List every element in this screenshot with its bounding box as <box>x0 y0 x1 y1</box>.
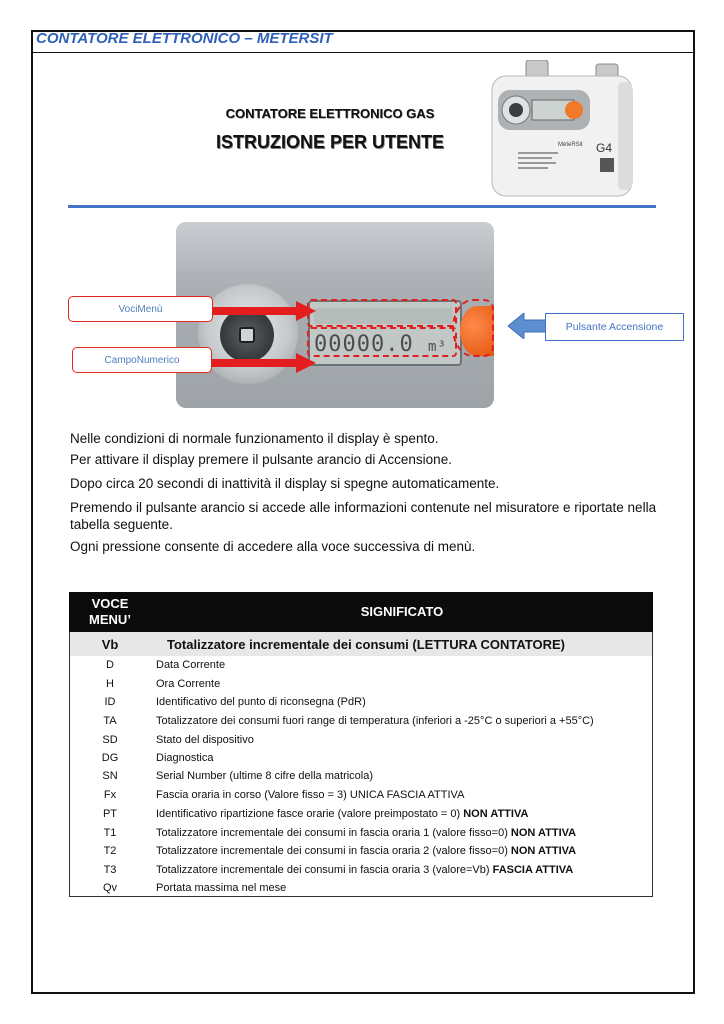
highlight-code: Vb <box>101 637 119 652</box>
arrow-right-icon <box>212 300 316 322</box>
numeric-highlight-box <box>307 327 457 357</box>
table-row: T3 Totalizzatore incrementale dei consumi in fascia oraria 3 (valore=Vb) FASCIA ATTIVA <box>103 864 574 876</box>
arrow-left-icon <box>508 313 548 339</box>
lcd-unit: m³ <box>427 339 447 355</box>
table-row: T1 Totalizzatore incrementale dei consumi in fascia oraria 1 (valore fisso=0) NON ATTIVA <box>103 827 577 839</box>
table-row: PT Identificativo ripartizione fasce orarie (valore preimpostato = 0) NON ATTIVA <box>102 808 529 820</box>
table-header <box>69 592 653 632</box>
instruction-line: Dopo circa 20 secondi di inattività il display si spegne automaticamente. <box>70 476 500 491</box>
header-menu: MENU’ <box>89 612 131 627</box>
header-title: CONTATORE ELETTRONICO – METERSIT <box>36 30 333 47</box>
table-row: SN Serial Number (ultime 8 cifre della matricola) <box>102 770 374 782</box>
instruction-line: Nelle condizioni di normale funzionamento il display è spento. <box>70 431 439 446</box>
gas-meter-image <box>488 60 638 200</box>
instruction-line: Ogni pressione consente di accedere alla voce successiva di menù. <box>70 539 476 554</box>
table-body <box>69 656 653 897</box>
table-row: DG Diagnostica <box>101 752 214 764</box>
button-highlight-box <box>452 299 494 357</box>
table-row: Qv Portata massima nel mese <box>102 882 287 894</box>
instruction-line: Premendo il pulsante arancio si accede alle informazioni contenute nel misuratore e riportate nella <box>70 500 657 515</box>
callout-campo-numerico: CampoNumerico <box>72 347 212 373</box>
meter-model: G4 <box>596 141 613 155</box>
table-row: Fx Fascia oraria in corso (Valore fisso = 3) UNICA FASCIA ATTIVA <box>103 789 465 801</box>
arrow-right-icon <box>212 352 316 374</box>
table-row: SD Stato del dispositivo <box>102 734 254 746</box>
callout-voci-menu: VociMenù <box>68 296 213 322</box>
meter-brand: MeteRSit <box>558 142 583 148</box>
document-main-title: ISTRUZIONE PER UTENTE <box>215 132 444 152</box>
document-subtitle: CONTATORE ELETTRONICO GAS <box>225 106 435 121</box>
table-row: H Ora Corrente <box>106 678 221 690</box>
callout-pulsante-accensione: Pulsante Accensione <box>545 313 684 341</box>
menu-highlight-box <box>307 299 457 327</box>
table-row: TA Totalizzatore dei consumi fuori range di temperatura (inferiori a -25°C o superiori a +55°C) <box>103 715 594 727</box>
header-rule <box>31 52 695 53</box>
table-row: T2 Totalizzatore incrementale dei consumi in fascia oraria 2 (valore fisso=0) NON ATTIVA <box>103 845 577 857</box>
optical-port-icon <box>239 327 255 343</box>
lcd-reading: 00000.0 <box>314 332 414 357</box>
table-row: D Data Corrente <box>106 659 226 671</box>
header-voce: VOCE <box>91 596 129 611</box>
table-row: ID Identificativo del punto di riconsegna (PdR) <box>104 696 366 708</box>
header-significato: SIGNIFICATO <box>360 604 444 619</box>
highlight-desc: Totalizzatore incrementale dei consumi (LETTURA CONTATORE) <box>167 637 565 652</box>
instruction-line: Per attivare il display premere il pulsante arancio di Accensione. <box>70 452 452 467</box>
table-highlight-row <box>69 632 653 656</box>
instruction-line: tabella seguente. <box>70 517 173 532</box>
section-divider <box>68 205 656 208</box>
